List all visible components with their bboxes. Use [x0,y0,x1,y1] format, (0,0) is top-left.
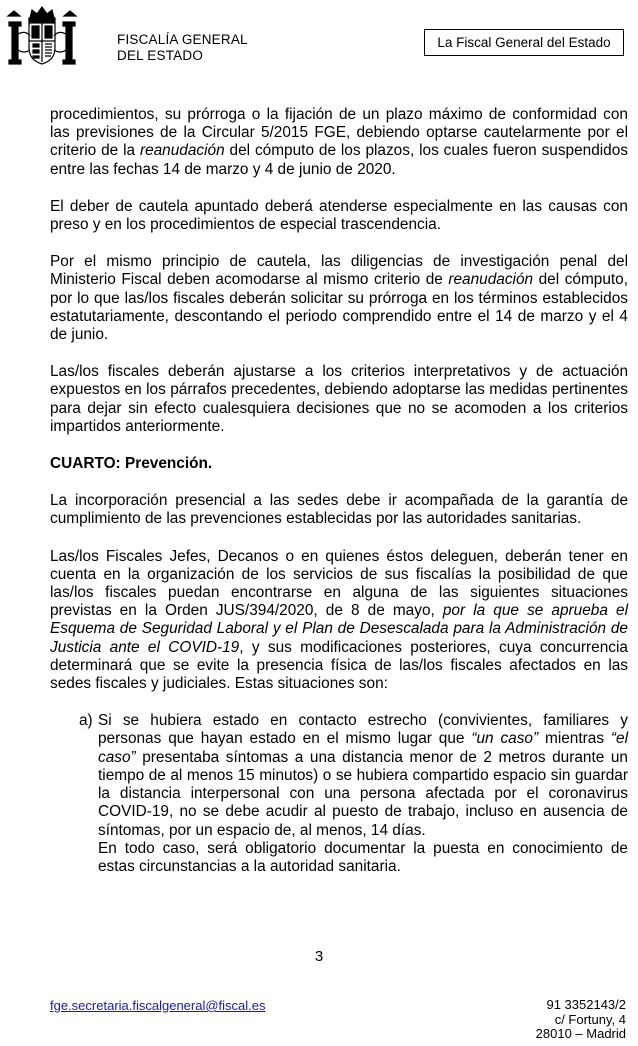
footer-address [536,998,626,1042]
italic-text: reanudación [139,142,225,160]
list-item [50,712,628,876]
section-heading: CUARTO: Prevención. [50,455,213,473]
italic-text: “el caso” [98,730,629,766]
organization-name [117,32,248,64]
list-item-note: En todo caso, será obligatorio documentar la puesta en conocimiento de estas circunstancias a la autoridad sanitaria. [98,839,628,875]
org-line-1: FISCALÍA GENERAL [117,32,248,47]
paragraph: Las/los fiscales deberán ajustarse a los criterios interpretativos y de actuación expuestos en los párrafos precedentes, debiendo adoptarse las medidas pertinentes para dejar sin efecto cualesquiera decisiones que no se acomoden a los criterios impartidos anteriormente. [50,363,628,435]
paragraph: La incorporación presencial a las sedes debe ir acompañada de la garantía de cumplimiento de las prevenciones establecidas por las autoridades sanitarias. [50,492,628,528]
footer-email-link[interactable]: fge.secretaria.fiscalgeneral@fiscal.es [50,998,266,1013]
list-item-text: Si se hubiera estado en contacto estrecho (convivientes, familiares y personas que hayan estado en el mismo lugar que “un caso” mientras “el caso” presentaba síntomas a una distancia menor de 2 metros durante un tiempo de al menos 15 minutos) o se hubiera compartido espacio sin guardar la distancia interpersonal con una persona afectada por el coronavirus COVID-19, no se debe acudir al puesto de trabajo, incluso en ausencia de síntomas, por un espacio de, al menos, 14 días. [98,712,629,839]
paragraph: El deber de cautela apuntado deberá atenderse especialmente en las causas con preso y en los procedimientos de especial trascendencia. [50,197,628,234]
coat-of-arms-icon [6,4,78,74]
footer-street: c/ Fortuny, 4 [554,1011,626,1027]
footer-city: 28010 – Madrid [535,1026,626,1041]
signatory-title-box: La Fiscal General del Estado [424,29,624,56]
paragraph: Por el mismo principio de cautela, las diligencias de investigación penal del Ministerio Fiscal deben acomodarse al mismo criterio de reanudación del cómputo, por lo que las/los fiscales deberán solicitar su prórroga en los términos establecidos estatutariamente, descontando el periodo comprendido entre el 14 de marzo y el 4 de junio. [50,253,628,344]
italic-text: reanudación [448,271,534,289]
org-line-2: DEL ESTADO [117,48,204,63]
italic-text: “un caso” [471,730,539,748]
italic-text: por la que se aprueba el Esquema de Seguridad Laboral y el Plan de Desescalada para la Administración de Justicia ante el COVID-19 [50,602,628,656]
paragraph: procedimientos, su prórroga o la fijación de un plazo máximo de conformidad con las previsiones de la Circular 5/2015 FGE, debiendo optarse cautelarmente por el criterio de la reanudación del cómputo de los plazos, los cuales fueron suspendidos entre las fechas 14 de marzo y 4 de junio de 2020. [50,106,628,178]
list-item-label: a) [79,712,93,730]
page-number: 3 [314,948,324,965]
footer-phone: 91 3352143/2 [546,997,626,1012]
paragraph: Las/los Fiscales Jefes, Decanos o en quienes éstos deleguen, deberán tener en cuenta en la organización de los servicios de sus fiscalías la posibilidad de que las/los fiscales puedan encontrarse en alguna de las siguientes situaciones previstas en la Orden JUS/394/2020, de 8 de mayo, por la que se aprueba el Esquema de Seguridad Laboral y el Plan de Desescalada para la Administración de Justicia ante el COVID-19, y sus modificaciones posteriores, cuya concurrencia determinará que se evite la presencia física de las/los fiscales afectados en las sedes fiscales y judiciales. Estas situaciones son: [50,547,628,693]
document-body [50,106,628,876]
list-item-body [98,712,628,876]
